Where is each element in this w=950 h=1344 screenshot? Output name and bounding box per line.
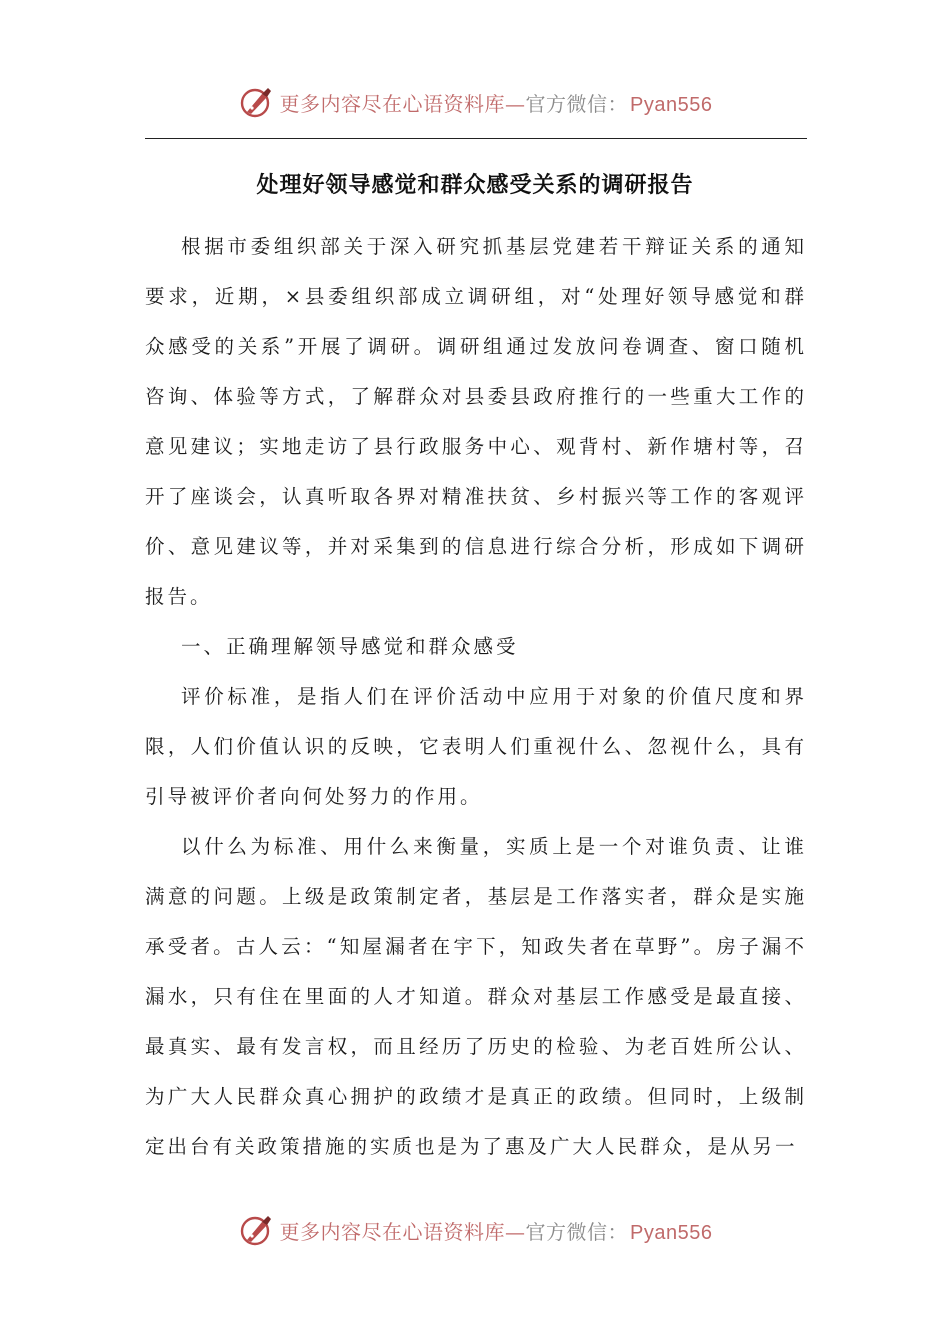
- banner-slogan: 更多内容尽在心语资料库—: [279, 91, 526, 116]
- section-heading-1: 一、正确理解领导感觉和群众感受: [181, 635, 519, 658]
- footer-banner: [0, 1210, 950, 1250]
- banner-wechat-label: 官方微信：: [525, 1219, 629, 1244]
- paragraph-measure: 以什么为标准、用什么来衡量，实质上是一个对谁负责、让谁满意的问题。上级是政策制定者，基层是工作落实者，群众是实施承受者。古人云：“知屋漏者在宇下，知政失者在草野”。房子漏不漏水，只有住在里面的人才知道。群众对基层工作感受是最直接、最真实、最有发言权，而且经历了历史的检验、为老百姓所公认、为广大人民群众真心拥护的政绩才是真正的政绩。但同时，上级制定出台有关政策措施的实质也是为了惠及广大人民群众，是从另一: [145, 835, 807, 1158]
- header-banner: [0, 82, 950, 122]
- header-divider: [145, 138, 807, 139]
- paragraph-evaluation-standard: 评价标准，是指人们在评价活动中应用于对象的价值尺度和界限，人们价值认识的反映，它表明人们重视什么、忽视什么，具有引导被评价者向何处努力的作用。: [145, 685, 807, 808]
- banner-slogan: 更多内容尽在心语资料库—: [279, 1219, 526, 1244]
- document-title: 处理好领导感觉和群众感受关系的调研报告: [256, 173, 694, 198]
- banner-account: Pyan556: [630, 1221, 713, 1244]
- pen-nib-circle-icon: [238, 1212, 274, 1248]
- banner-text: [280, 88, 713, 117]
- banner-wechat-label: 官方微信：: [525, 91, 629, 116]
- pen-nib-circle-icon: [238, 84, 274, 120]
- banner-account: Pyan556: [630, 93, 713, 116]
- banner-text: [280, 1216, 713, 1245]
- document-body: [145, 222, 807, 1172]
- paragraph-intro: 根据市委组织部关于深入研究抓基层党建若干辩证关系的通知要求，近期，×县委组织部成立调研组，对“处理好领导感觉和群众感受的关系”开展了调研。调研组通过发放问卷调查、窗口随机咨询、体验等方式，了解群众对县委县政府推行的一些重大工作的意见建议；实地走访了县行政服务中心、观背村、新作塘村等，召开了座谈会，认真听取各界对精准扶贫、乡村振兴等工作的客观评价、意见建议等，并对采集到的信息进行综合分析，形成如下调研报告。: [145, 235, 807, 608]
